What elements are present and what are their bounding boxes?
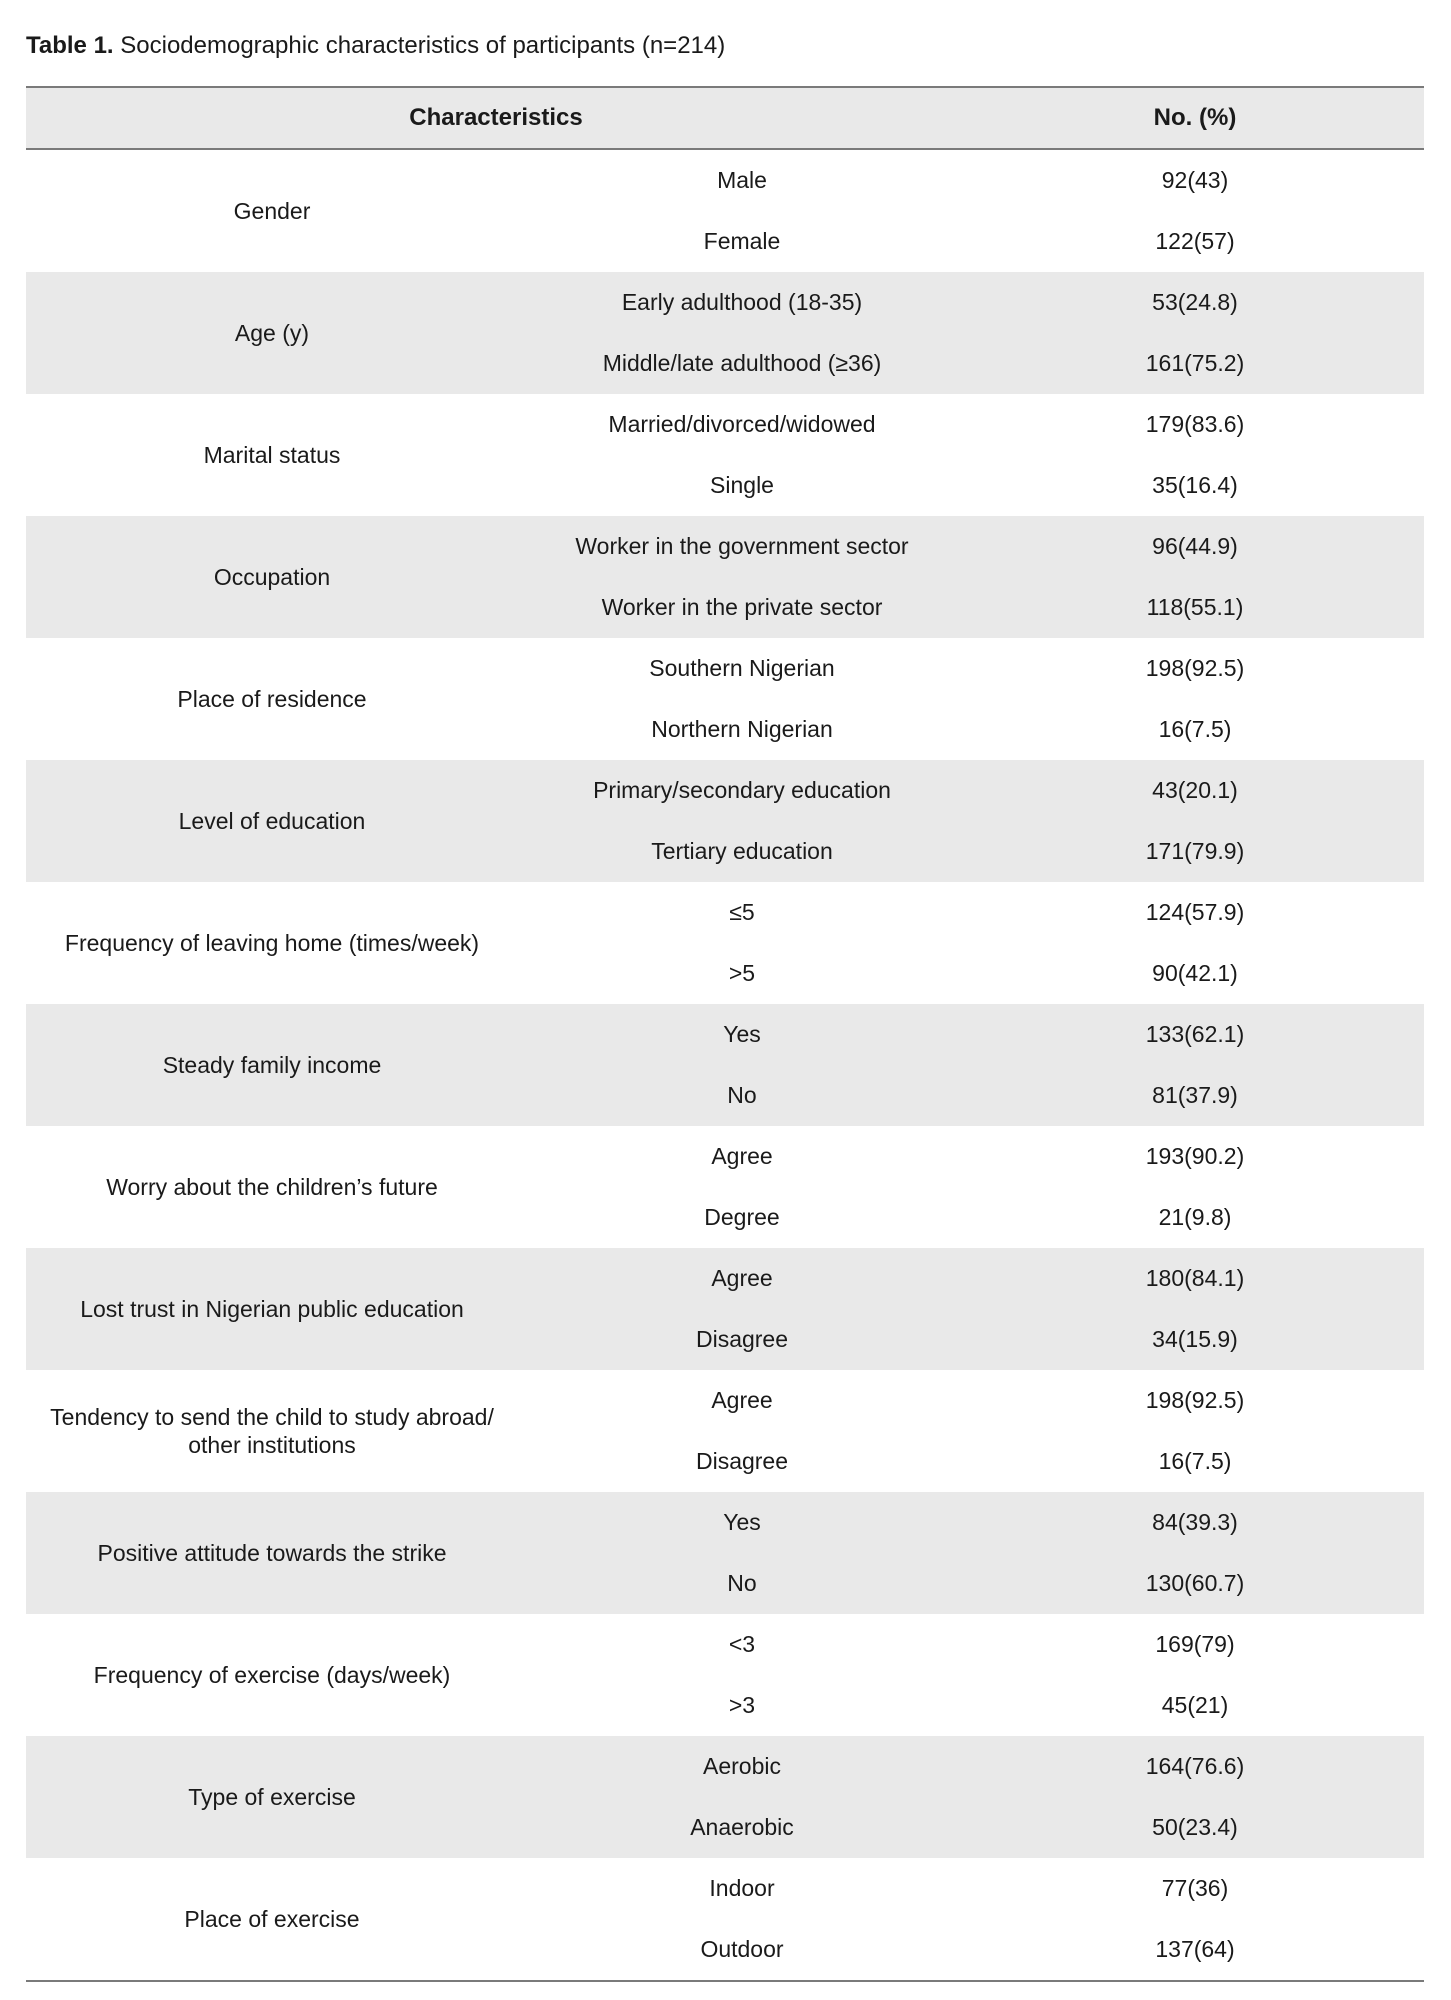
- group-label: Steady family income: [162, 1052, 382, 1078]
- group-subrows: [518, 1492, 1424, 1614]
- table-row: [518, 1431, 1424, 1492]
- table-row: [518, 943, 1424, 1004]
- count-percent-value: 164(76.6): [1145, 1753, 1245, 1779]
- subcategory-label: >5: [728, 960, 756, 986]
- table-row: [518, 1370, 1424, 1431]
- table-row: [518, 1309, 1424, 1370]
- count-percent-value: 198(92.5): [1145, 655, 1245, 681]
- count-percent-value: 96(44.9): [1152, 533, 1238, 559]
- subcategory-label: Yes: [723, 1021, 761, 1047]
- table-row: [518, 455, 1424, 516]
- subcategory-label: Agree: [711, 1387, 773, 1413]
- group-label: Lost trust in Nigerian public education: [80, 1296, 464, 1322]
- count-percent-value: 198(92.5): [1145, 1387, 1245, 1413]
- table-row: [518, 394, 1424, 455]
- group-subrows: [518, 1614, 1424, 1736]
- group-label: Age (y): [234, 320, 310, 346]
- count-percent-value: 92(43): [1161, 167, 1229, 193]
- count-percent-value: 118(55.1): [1146, 594, 1244, 620]
- table-row: [518, 699, 1424, 760]
- group-subrows: [518, 1126, 1424, 1248]
- subcategory-label: Primary/secondary education: [593, 777, 891, 803]
- table-group: [26, 272, 1424, 394]
- table-group: [26, 1492, 1424, 1614]
- table-row: [518, 1492, 1424, 1553]
- subcategory-label: Worker in the government sector: [575, 533, 909, 559]
- subcategory-label: Yes: [723, 1509, 761, 1535]
- table-row: [518, 1736, 1424, 1797]
- table-row: [518, 1126, 1424, 1187]
- subcategory-label: Anaerobic: [690, 1814, 794, 1840]
- table-row: [518, 150, 1424, 211]
- header-characteristics: Characteristics: [409, 104, 583, 131]
- count-percent-value: 171(79.9): [1145, 838, 1245, 864]
- table-group: [26, 760, 1424, 882]
- count-percent-value: 124(57.9): [1145, 899, 1245, 925]
- group-subrows: [518, 1004, 1424, 1126]
- table-group: [26, 638, 1424, 760]
- subcategory-label: Southern Nigerian: [649, 655, 835, 681]
- table-row: [518, 638, 1424, 699]
- subcategory-label: Tertiary education: [651, 838, 833, 864]
- count-percent-value: 130(60.7): [1145, 1570, 1245, 1596]
- subcategory-label: Married/divorced/widowed: [608, 411, 876, 437]
- table-row: [518, 1614, 1424, 1675]
- table-group: [26, 1370, 1424, 1492]
- subcategory-label: Single: [710, 472, 774, 498]
- count-percent-value: 43(20.1): [1152, 777, 1238, 803]
- group-subrows: [518, 394, 1424, 516]
- group-subrows: [518, 638, 1424, 760]
- count-percent-value: 180(84.1): [1145, 1265, 1245, 1291]
- subcategory-label: Disagree: [695, 1448, 789, 1474]
- demographics-table: [26, 86, 1424, 1982]
- subcategory-label: >3: [728, 1692, 756, 1718]
- group-label: Place of residence: [177, 686, 367, 712]
- subcategory-label: Degree: [704, 1204, 780, 1230]
- table-row: [518, 1187, 1424, 1248]
- group-subrows: [518, 760, 1424, 882]
- table-group: [26, 1248, 1424, 1370]
- table-row: [518, 1004, 1424, 1065]
- group-subrows: [518, 1858, 1424, 1980]
- table-row: [518, 760, 1424, 821]
- count-percent-value: 34(15.9): [1152, 1326, 1238, 1352]
- count-percent-value: 169(79): [1155, 1631, 1235, 1657]
- table-row: [518, 516, 1424, 577]
- subcategory-label: Outdoor: [700, 1936, 784, 1962]
- group-label: Tendency to send the child to study abroad/ other institutions: [50, 1404, 494, 1458]
- table-group: [26, 1614, 1424, 1736]
- count-percent-value: 90(42.1): [1152, 960, 1238, 986]
- group-label: Gender: [233, 198, 311, 224]
- group-label: Level of education: [178, 808, 366, 834]
- table-row: [518, 1248, 1424, 1309]
- count-percent-value: 35(16.4): [1152, 472, 1238, 498]
- table-group: [26, 1736, 1424, 1858]
- table-row: [518, 821, 1424, 882]
- table-row: [518, 272, 1424, 333]
- count-percent-value: 21(9.8): [1158, 1204, 1232, 1230]
- group-subrows: [518, 1736, 1424, 1858]
- table-body: [26, 150, 1424, 1980]
- table-row: [518, 577, 1424, 638]
- subcategory-label: Agree: [711, 1265, 773, 1291]
- subcategory-label: Worker in the private sector: [601, 594, 883, 620]
- table-caption-label: Table 1.: [26, 32, 114, 59]
- table-bottom-rule: [26, 1980, 1424, 1982]
- table-group: [26, 1004, 1424, 1126]
- subcategory-label: No: [727, 1570, 757, 1596]
- table-header-row: [26, 88, 1424, 148]
- subcategory-label: Northern Nigerian: [651, 716, 833, 742]
- group-label: Occupation: [213, 564, 331, 590]
- subcategory-label: ≤5: [729, 899, 755, 925]
- count-percent-value: 122(57): [1155, 228, 1235, 254]
- count-percent-value: 133(62.1): [1145, 1021, 1245, 1047]
- table-row: [518, 333, 1424, 394]
- table-group: [26, 150, 1424, 272]
- table-row: [518, 1065, 1424, 1126]
- group-label: Type of exercise: [188, 1784, 356, 1810]
- table-group: [26, 516, 1424, 638]
- subcategory-label: Agree: [711, 1143, 773, 1169]
- table-caption-text: Sociodemographic characteristics of participants (n=214): [120, 32, 726, 59]
- group-subrows: [518, 1248, 1424, 1370]
- table-group: [26, 394, 1424, 516]
- group-label: Marital status: [203, 442, 341, 468]
- count-percent-value: 179(83.6): [1145, 411, 1245, 437]
- subcategory-label: Aerobic: [703, 1753, 781, 1779]
- table-row: [518, 1797, 1424, 1858]
- count-percent-value: 16(7.5): [1158, 716, 1232, 742]
- table-row: [518, 882, 1424, 943]
- subcategory-label: No: [727, 1082, 757, 1108]
- count-percent-value: 45(21): [1161, 1692, 1229, 1718]
- subcategory-label: <3: [728, 1631, 756, 1657]
- table-group: [26, 1858, 1424, 1980]
- subcategory-label: Male: [717, 167, 767, 193]
- group-label: Worry about the children’s future: [106, 1174, 438, 1200]
- header-number-percent: No. (%): [1153, 104, 1237, 131]
- table-row: [518, 1553, 1424, 1614]
- subcategory-label: Disagree: [695, 1326, 789, 1352]
- count-percent-value: 16(7.5): [1158, 1448, 1232, 1474]
- count-percent-value: 81(37.9): [1152, 1082, 1238, 1108]
- count-percent-value: 137(64): [1155, 1936, 1235, 1962]
- group-label: Frequency of exercise (days/week): [93, 1662, 451, 1688]
- count-percent-value: 53(24.8): [1152, 289, 1238, 315]
- group-label: Positive attitude towards the strike: [97, 1540, 447, 1566]
- count-percent-value: 193(90.2): [1145, 1143, 1245, 1169]
- group-subrows: [518, 1370, 1424, 1492]
- table-row: [518, 1858, 1424, 1919]
- count-percent-value: 84(39.3): [1152, 1509, 1238, 1535]
- count-percent-value: 77(36): [1161, 1875, 1229, 1901]
- group-label: Place of exercise: [184, 1906, 360, 1932]
- subcategory-label: Female: [703, 228, 781, 254]
- group-subrows: [518, 150, 1424, 272]
- subcategory-label: Indoor: [709, 1875, 775, 1901]
- count-percent-value: 50(23.4): [1152, 1814, 1238, 1840]
- table-caption: [26, 30, 725, 62]
- subcategory-label: Early adulthood (18-35): [621, 289, 863, 315]
- group-subrows: [518, 272, 1424, 394]
- table-row: [518, 211, 1424, 272]
- table-group: [26, 1126, 1424, 1248]
- count-percent-value: 161(75.2): [1145, 350, 1245, 376]
- group-subrows: [518, 882, 1424, 1004]
- table-row: [518, 1919, 1424, 1980]
- table-group: [26, 882, 1424, 1004]
- subcategory-label: Middle/late adulthood (≥36): [602, 350, 882, 376]
- group-subrows: [518, 516, 1424, 638]
- table-row: [518, 1675, 1424, 1736]
- group-label: Frequency of leaving home (times/week): [64, 930, 480, 956]
